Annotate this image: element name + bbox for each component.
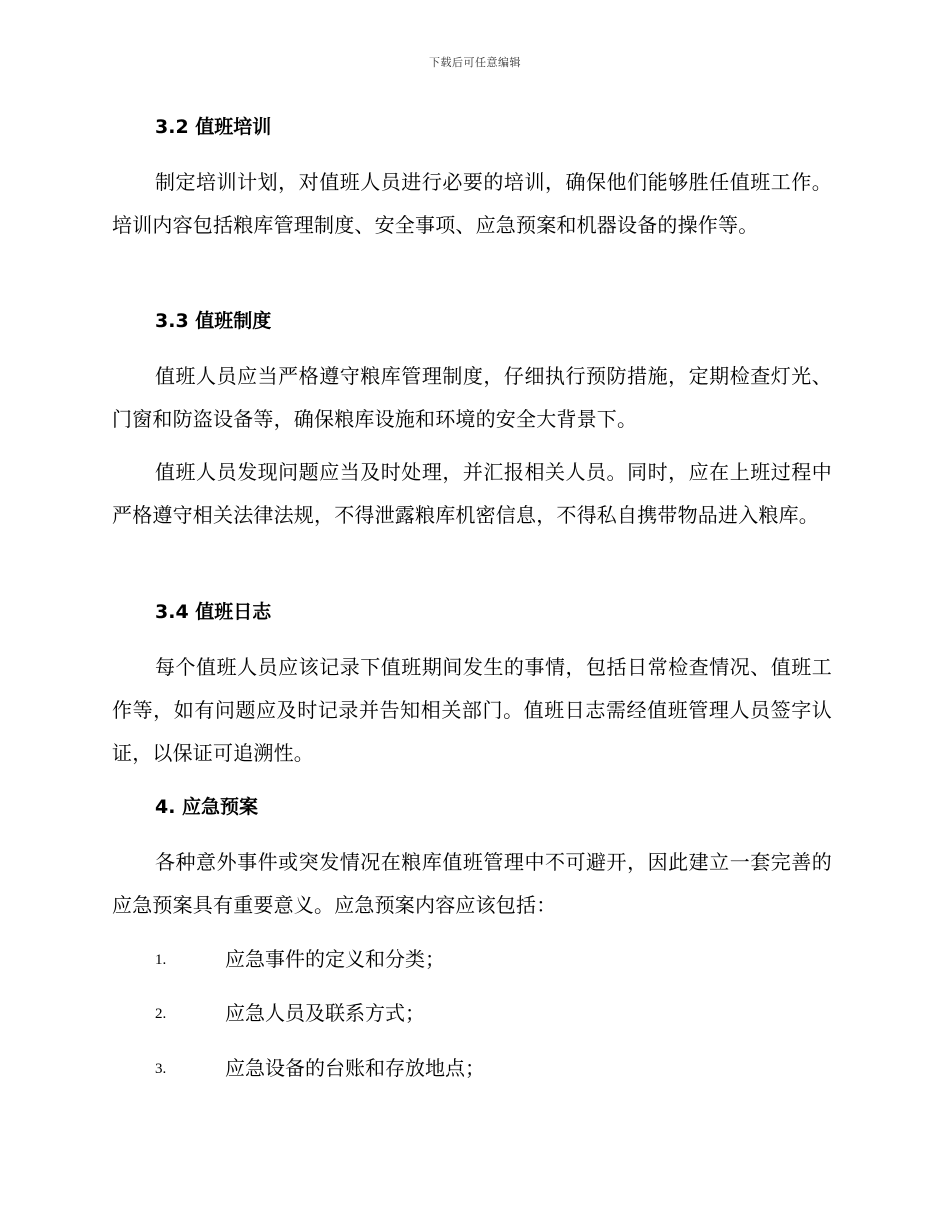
list-item-text: 应急设备的台账和存放地点； — [225, 1056, 485, 1080]
list-item-text: 应急事件的定义和分类； — [225, 947, 445, 971]
paragraph-emergency-plan: 各种意外事件或突发情况在粮库值班管理中不可避开，因此建立一套完善的应急预案具有重要意义。应急预案内容应该包括： — [112, 850, 832, 917]
paragraph-training: 制定培训计划，对值班人员进行必要的培训，确保他们能够胜任值班工作。培训内容包括粮库管理制度、安全事项、应急预案和机器设备的操作等。 — [112, 170, 832, 237]
paragraph-duty-rules: 值班人员应当严格遵守粮库管理制度，仔细执行预防措施，定期检查灯光、门窗和防盗设备等，确保粮库设施和环境的安全大背景下。 — [112, 364, 832, 431]
list-item-number: 2. — [155, 1006, 167, 1022]
paragraph-duty-issues: 值班人员发现问题应当及时处理，并汇报相关人员。同时，应在上班过程中严格遵守相关法律法规，不得泄露粮库机密信息，不得私自携带物品进入粮库。 — [112, 460, 832, 527]
section-heading-3-3: 3.3 值班制度 — [155, 310, 272, 332]
section-heading-3-2: 3.2 值班培训 — [155, 116, 272, 138]
list-item-number: 1. — [155, 952, 167, 968]
page-header: 下载后可任意编辑 — [429, 56, 521, 69]
paragraph-duty-log: 每个值班人员应该记录下值班期间发生的事情，包括日常检查情况、值班工作等，如有问题应及时记录并告知相关部门。值班日志需经值班管理人员签字认证，以保证可追溯性。 — [112, 655, 832, 765]
section-heading-4: 4. 应急预案 — [155, 796, 259, 818]
section-heading-3-4: 3.4 值班日志 — [155, 601, 272, 623]
list-item-number: 3. — [155, 1061, 167, 1077]
list-item-text: 应急人员及联系方式； — [225, 1001, 425, 1025]
